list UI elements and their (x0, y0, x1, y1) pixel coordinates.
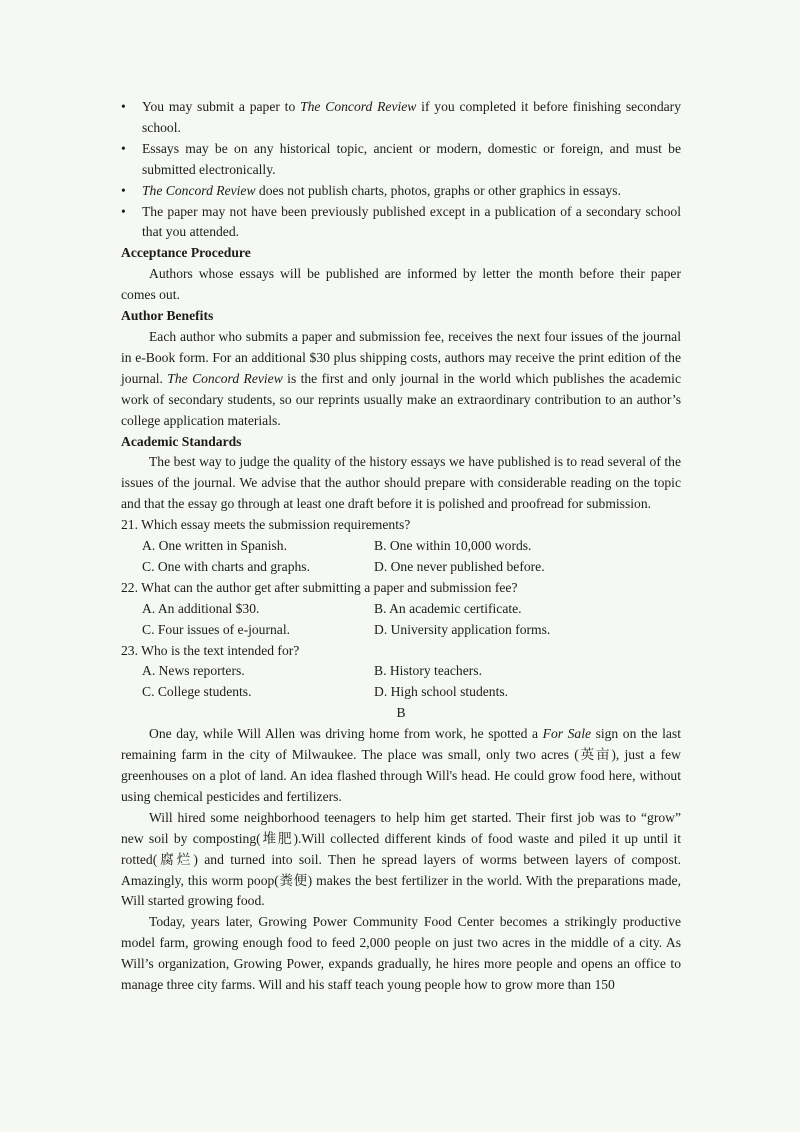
option: B. An academic certificate. (374, 600, 522, 616)
option: A. An additional $30. (142, 600, 260, 616)
paragraph: Will hired some neighborhood teenagers to help him get started. Their first job was to “grow” new soil by composting(堆肥).Will collected different kinds of food waste and piled it up until it rotted(腐烂) and turned into soil. Then he spread layers of worms between layers of compost. Amazingly, this worm poop(粪便) makes the best fertilizer in the world. With the preparations made, Will started growing food. (121, 809, 681, 909)
bullet-icon: • (121, 203, 126, 219)
question-block (121, 578, 681, 641)
option: B. History teachers. (374, 663, 482, 679)
option: A. One written in Spanish. (142, 538, 287, 554)
document-page (121, 97, 681, 996)
bullet-icon: • (121, 140, 126, 156)
section-heading: Acceptance Procedure (121, 245, 251, 261)
question-stem: 22. What can the author get after submitting a paper and submission fee? (121, 579, 518, 595)
section-label: B (396, 705, 406, 721)
bullet-item: • The Concord Review does not publish charts, photos, graphs or other graphics in essays. (121, 181, 681, 202)
bullet-item: • You may submit a paper to The Concord Review if you completed it before finishing secondary school. (121, 99, 681, 135)
bullet-item: • The paper may not have been previously published except in a publication of a secondary school that you attended. (121, 203, 681, 240)
option: D. University application forms. (374, 621, 551, 637)
question-stem: 23. Who is the text intended for? (121, 642, 300, 658)
section-heading: Author Benefits (121, 308, 214, 324)
option: C. One with charts and graphs. (142, 558, 310, 574)
option: D. One never published before. (374, 558, 545, 574)
paragraph: Authors whose essays will be published are informed by letter the month before their paper comes out. (121, 266, 681, 303)
paragraph: Each author who submits a paper and submission fee, receives the next four issues of the journal in e-Book form. For an additional $30 plus shipping costs, authors may receive the print edition of the journal. The Concord Review is the first and only journal in the world which publishes the academic work of secondary students, so our reprints usually make an extraordinary contribution to an author’s college application materials. (121, 328, 681, 428)
option: A. News reporters. (142, 663, 245, 679)
option: B. One within 10,000 words. (374, 538, 532, 554)
question-stem: 21. Which essay meets the submission requirements? (121, 517, 411, 533)
bullet-icon: • (121, 99, 126, 114)
question-block (121, 641, 681, 704)
option: D. High school students. (374, 684, 509, 700)
paragraph: Today, years later, Growing Power Community Food Center becomes a strikingly productive model farm, growing enough food to feed 2,000 people on just two acres in the middle of a city. As Will’s organization, Growing Power, expands gradually, he hires more people and opens an office to manage three city farms. Will and his staff teach young people how to grow more than 150 (121, 914, 681, 993)
option: C. College students. (142, 684, 252, 700)
bullet-icon: • (121, 182, 126, 198)
question-block (121, 515, 681, 578)
section-heading: Academic Standards (121, 433, 242, 449)
paragraph: The best way to judge the quality of the history essays we have published is to read several of the issues of the journal. We advise that the author should prepare with considerable reading on the topic and that the essay go through at least one draft before it is polished and proofread for submission. (121, 454, 681, 512)
paragraph: One day, while Will Allen was driving home from work, he spotted a For Sale sign on the last remaining farm in the city of Milwaukee. The place was small, only two acres (英亩), just a few greenhouses on a plot of land. An idea flashed through Will's head. He could grow food here, without using chemical pesticides and fertilizers. (121, 726, 681, 804)
bullet-item: • Essays may be on any historical topic, ancient or modern, domestic or foreign, and must be submitted electronically. (121, 140, 681, 177)
option: C. Four issues of e-journal. (142, 621, 291, 637)
